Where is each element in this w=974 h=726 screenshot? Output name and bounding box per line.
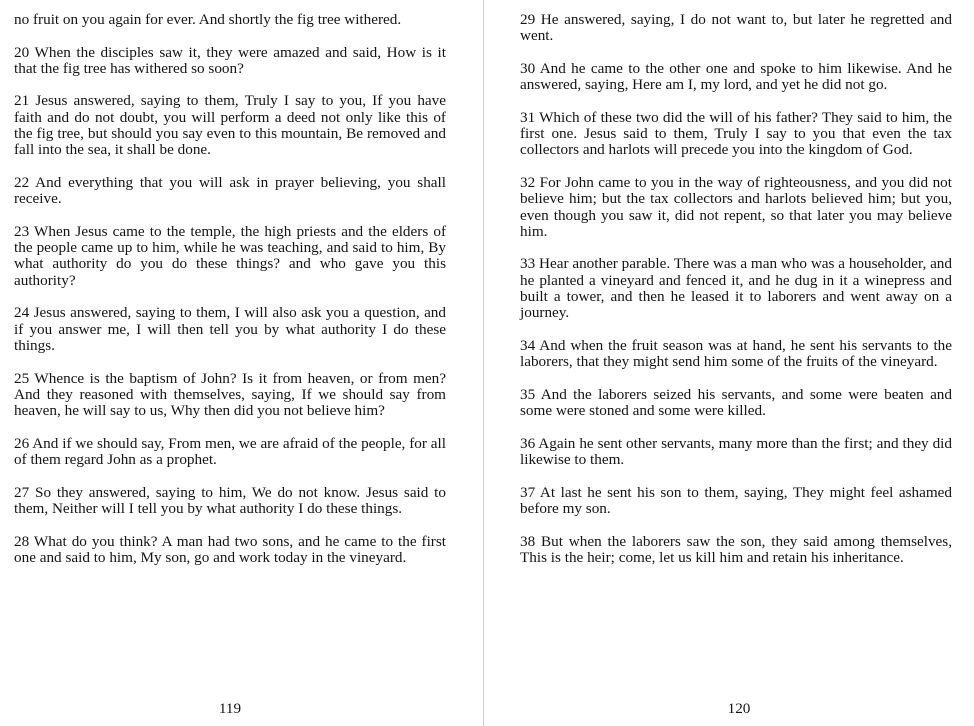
verse-30: 30 And he came to the other one and spoke to him likewise. And he answered, saying, Here am I, my lord, and yet he did not go. bbox=[520, 59, 952, 94]
verse-22: 22 And everything that you will ask in prayer believing, you shall receive. bbox=[14, 173, 446, 208]
verse-31: 31 Which of these two did the will of his father? They said to him, the first one. Jesus said to them, Truly I say to you that even the tax collectors and harlots will precede you into the kingdom of God. bbox=[520, 108, 952, 159]
verse-33: 33 Hear another parable. There was a man who was a householder, and he planted a vineyard and fenced it, and he dug in it a winepress and built a tower, and then he leased it to laborers and went away on a journey. bbox=[520, 255, 952, 322]
verse-38: 38 But when the laborers saw the son, they said among themselves, This is the heir; come, let us kill him and retain his inheritance. bbox=[520, 532, 952, 566]
verse-continuation: no fruit on you again for ever. And shortly the fig tree withered. bbox=[14, 11, 402, 28]
verse-28: 28 What do you think? A man had two sons, and he came to the first one and said to him, My son, go and work today in the vineyard. bbox=[14, 532, 446, 566]
verse-34: 34 And when the fruit season was at hand, he sent his servants to the laborers, that they might send him some of the fruits of the vineyard. bbox=[520, 336, 952, 371]
verse-32: 32 For John came to you in the way of righteousness, and you did not believe him; but the tax collectors and harlots believed him; but you, even though you saw it, did not repent, so that later you may believe him. bbox=[520, 173, 952, 240]
left-page bbox=[14, 12, 446, 582]
verse-23: 23 When Jesus came to the temple, the high priests and the elders of the people came up to him, while he was teaching, and said to him, By what authority do you do these things? and who gave you this authority? bbox=[14, 222, 446, 289]
verse-27: 27 So they answered, saying to him, We do not know. Jesus said to them, Neither will I tell you by what authority I do these things. bbox=[14, 483, 446, 517]
page-number-right: 120 bbox=[727, 700, 751, 717]
page-number-left: 119 bbox=[218, 700, 242, 717]
verse-35: 35 And the laborers seized his servants, and some were beaten and some were stoned and some were killed. bbox=[520, 385, 952, 420]
verse-29: 29 He answered, saying, I do not want to, but later he regretted and went. bbox=[520, 11, 952, 45]
verse-36: 36 Again he sent other servants, many more than the first; and they did likewise to them. bbox=[520, 434, 952, 469]
verse-24: 24 Jesus answered, saying to them, I will also ask you a question, and if you answer me, I will then tell you by what authority I do these things. bbox=[14, 304, 446, 354]
verse-26: 26 And if we should say, From men, we are afraid of the people, for all of them regard John as a prophet. bbox=[14, 434, 446, 469]
right-page bbox=[520, 12, 952, 582]
verse-21: 21 Jesus answered, saying to them, Truly I say to you, If you have faith and do not doubt, you will perform a deed not only like this of the fig tree, but should you say even to this mountain, Be removed and fall into the sea, it shall be done. bbox=[14, 92, 446, 159]
verse-20: 20 When the disciples saw it, they were amazed and said, How is it that the fig tree has withered so soon? bbox=[14, 43, 446, 77]
verse-37: 37 At last he sent his son to them, saying, They might feel ashamed before my son. bbox=[520, 483, 952, 517]
page-gutter-divider bbox=[483, 0, 484, 726]
verse-25: 25 Whence is the baptism of John? Is it from heaven, or from men? And they reasoned with themselves, saying, If we should say from heaven, he will say to us, Why then did you not believe him? bbox=[14, 369, 446, 420]
